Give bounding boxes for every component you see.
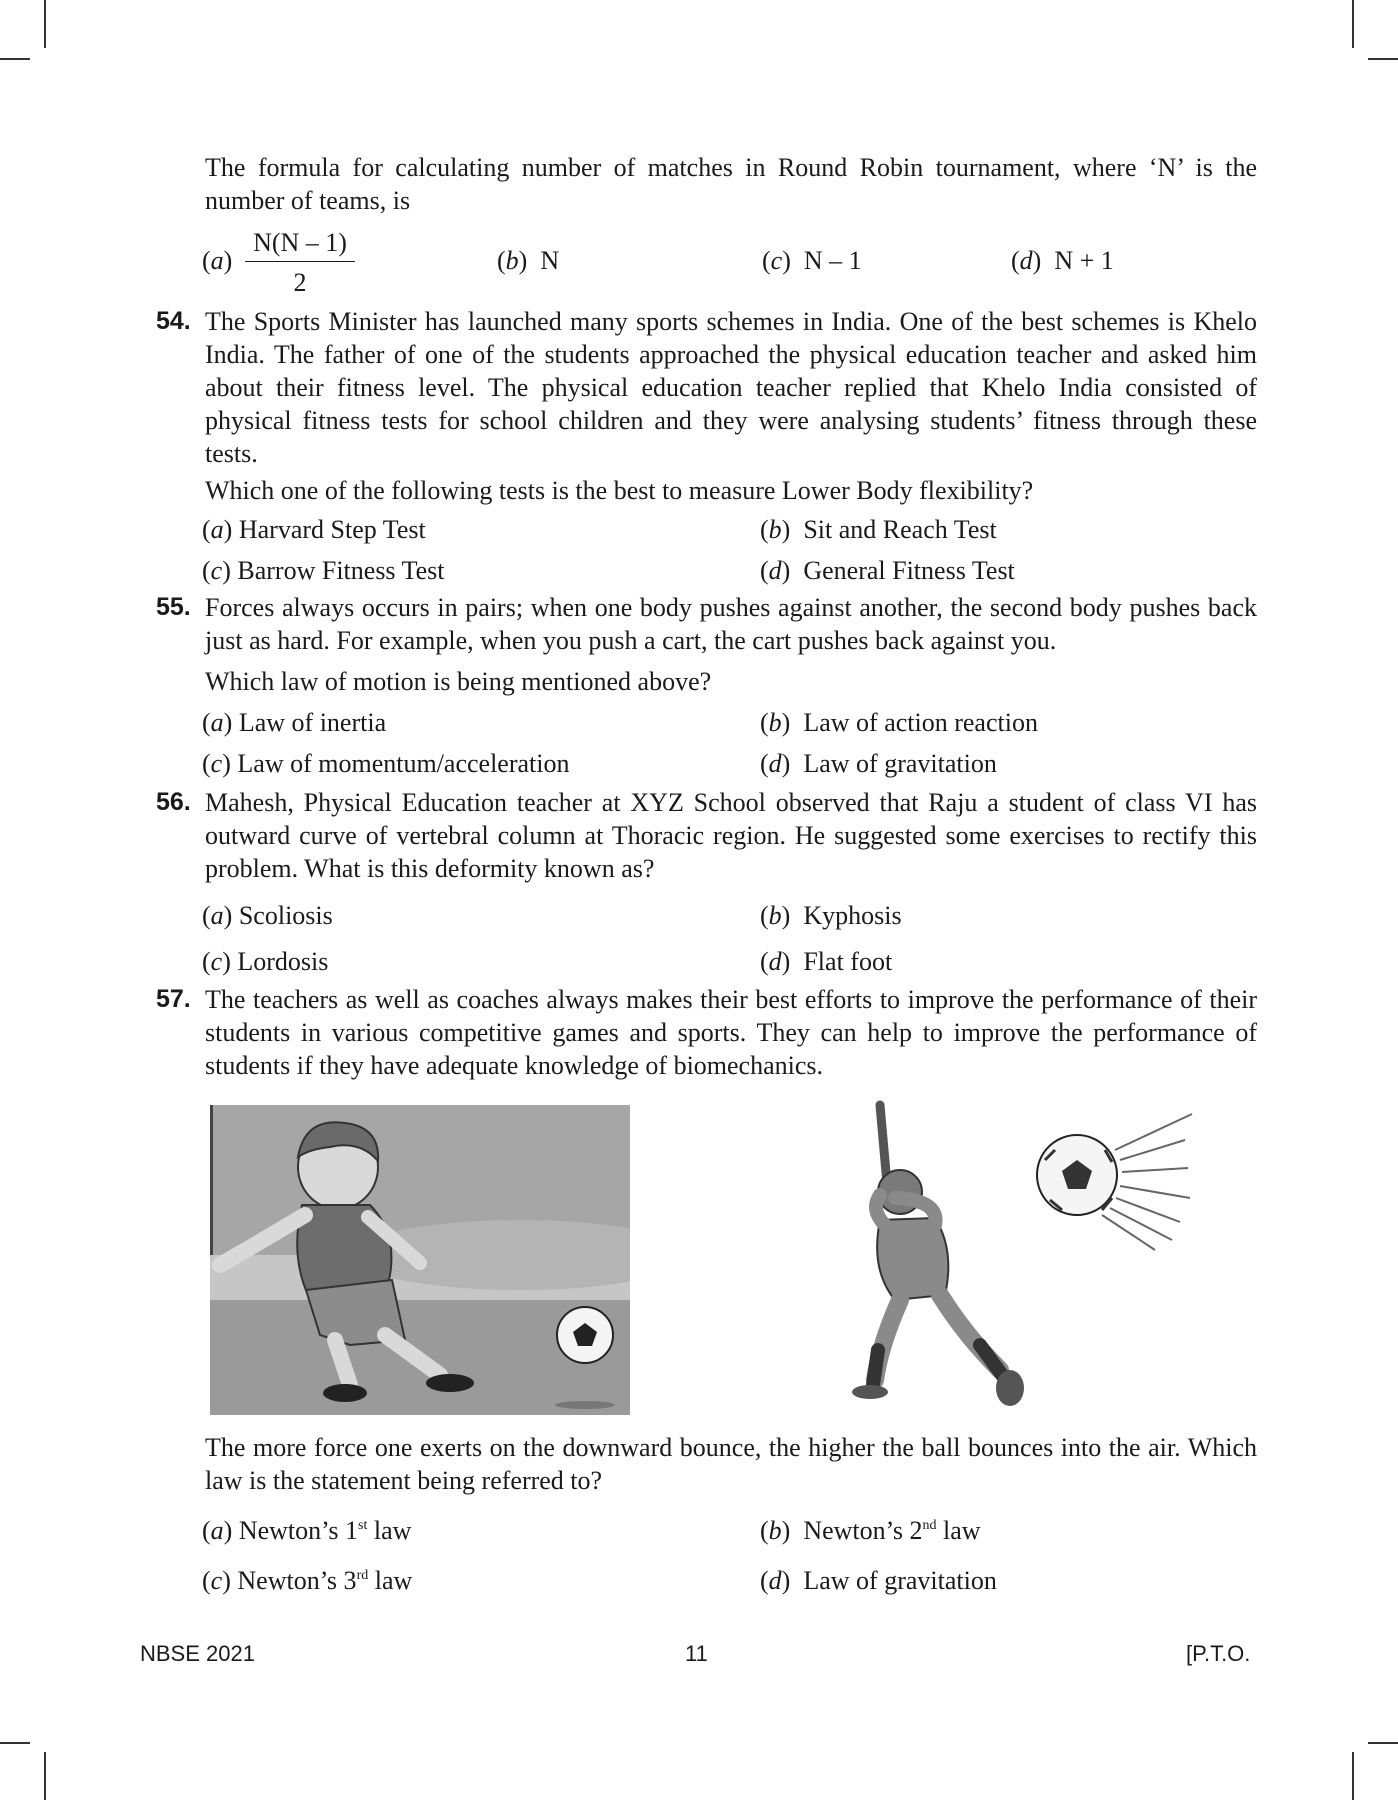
q55-option-d: (d) Law of gravitation [760, 749, 997, 778]
boy-kicking-football-icon [210, 1105, 630, 1415]
page-number: 11 [685, 1641, 708, 1666]
q57-option-b: (b) Newton’s 2nd law [760, 1516, 981, 1545]
footer-exam-name: NBSE 2021 [140, 1641, 255, 1666]
q53-option-c: (c) N – 1 [762, 246, 862, 275]
question-number: 56. [156, 788, 191, 816]
q54-stem: The Sports Minister has launched many sports schemes in India. One of the best schemes is Khelo India. The father of one of the students approached the physical education teacher and asked him about their fitness level. The physical education teacher replied that Khelo India consisted of physical fitness tests for school children and they were analysing students’ fitness through these tests. [205, 307, 1257, 468]
q53-option-a-fraction [245, 228, 355, 298]
q57-stem: The teachers as well as coaches always makes their best efforts to improve the performance of their students in various competitive games and sports. They can help to improve the performance of students if they have adequate knowledge of biomechanics. [205, 985, 1257, 1080]
q53-option-a-label: (a) [202, 246, 233, 275]
question-number: 55. [156, 593, 191, 621]
q56-option-b: (b) Kyphosis [760, 901, 902, 930]
q53-stem: The formula for calculating number of matches in Round Robin tournament, where ‘N’ is the number of teams, is [205, 153, 1257, 215]
crop-mark [0, 58, 30, 60]
question-number: 57. [156, 985, 191, 1013]
q57-question: The more force one exerts on the downward bounce, the higher the ball bounces into the air. Which law is the statement being referred to? [205, 1433, 1257, 1495]
q57-option-d: (d) Law of gravitation [760, 1566, 997, 1595]
crop-mark [1368, 1742, 1398, 1744]
crop-mark [44, 0, 46, 48]
q55-stem: Forces always occurs in pairs; when one body pushes against another, the second body pushes back just as hard. For example, when you push a cart, the cart pushes back against you. [205, 593, 1257, 655]
q56-option-c: (c) Lordosis [202, 947, 329, 976]
fraction-denominator: 2 [293, 268, 307, 297]
footer-pto: [P.T.O. [1186, 1641, 1251, 1666]
q53-option-d: (d) N + 1 [1011, 246, 1114, 275]
q56-stem: Mahesh, Physical Education teacher at XYZ School observed that Raju a student of class VI has outward curve of vertebral column at Thoracic region. He suggested some exercises to rectify this problem. What is this deformity known as? [205, 788, 1257, 883]
q55-option-a: (a) Law of inertia [202, 708, 387, 737]
q56-option-a: (a) Scoliosis [202, 901, 333, 930]
q54-question: Which one of the following tests is the best to measure Lower Body flexibility? [205, 476, 1034, 505]
q54-option-b: (b) Sit and Reach Test [760, 515, 997, 544]
question-number: 54. [156, 307, 191, 335]
crop-mark [1352, 0, 1354, 48]
q54-option-a: (a) Harvard Step Test [202, 515, 426, 544]
q56-option-d: (d) Flat foot [760, 947, 893, 976]
q54-option-d: (d) General Fitness Test [760, 556, 1015, 585]
crop-mark [1352, 1752, 1354, 1800]
q55-option-c: (c) Law of momentum/acceleration [202, 749, 570, 778]
q57-option-a: (a) Newton’s 1st law [202, 1516, 412, 1545]
q55-question: Which law of motion is being mentioned above? [205, 667, 712, 696]
fraction-numerator: N(N – 1) [245, 228, 355, 262]
crop-mark [1368, 58, 1398, 60]
q57-option-c: (c) Newton’s 3rd law [202, 1566, 413, 1595]
crop-mark [0, 1742, 30, 1744]
q55-option-b: (b) Law of action reaction [760, 708, 1038, 737]
baseball-batter-and-football-icon [840, 1100, 1200, 1415]
q54-option-c: (c) Barrow Fitness Test [202, 556, 445, 585]
crop-mark [44, 1752, 46, 1800]
q53-option-b: (b) N [497, 246, 560, 275]
